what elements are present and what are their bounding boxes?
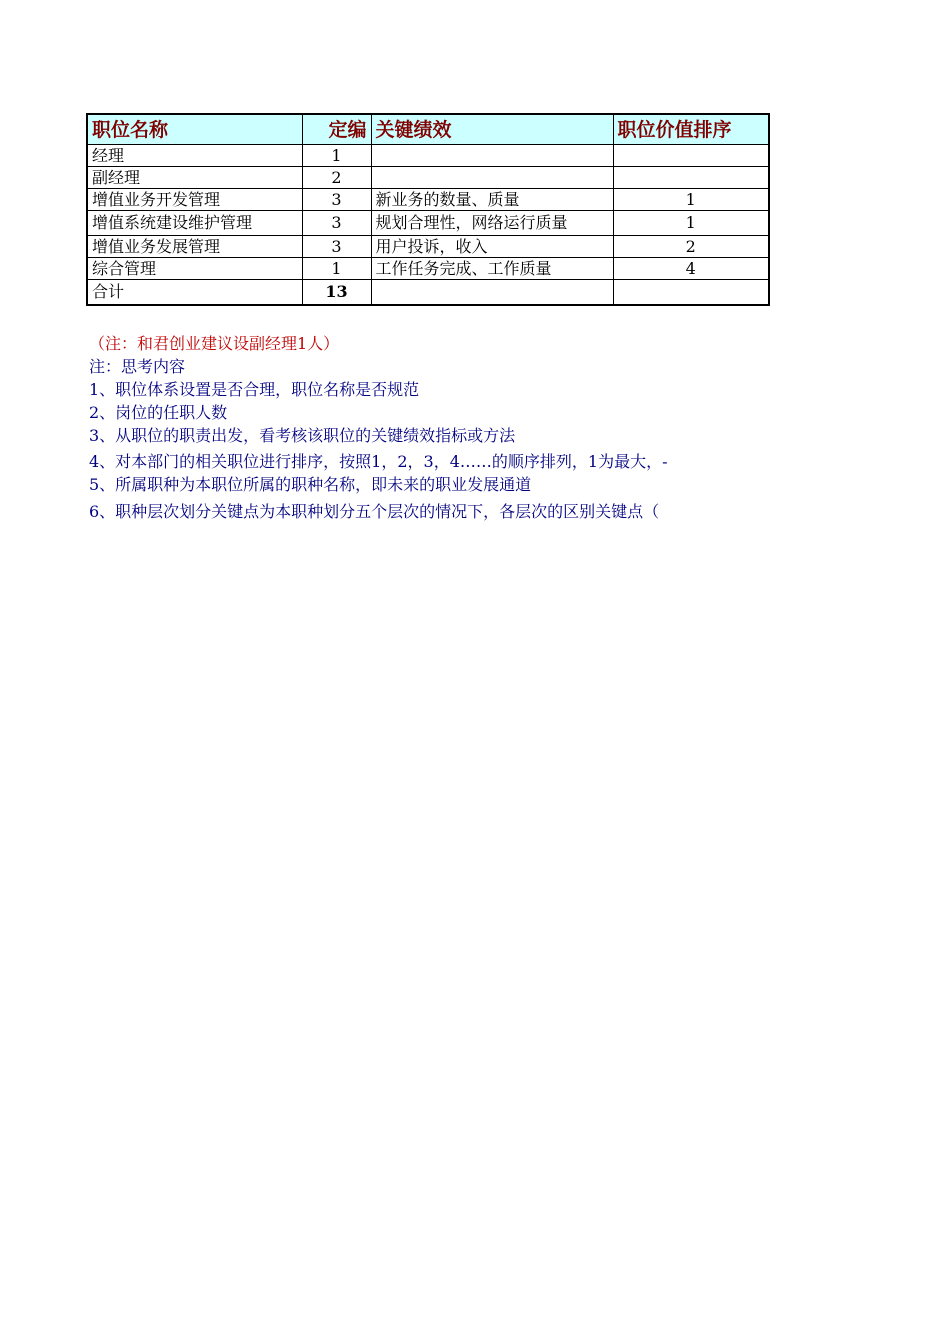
cell-key-performance[interactable]: 用户投诉，收入 <box>371 236 613 258</box>
cell-key-performance[interactable] <box>371 167 613 189</box>
note-item: 4、对本部门的相关职位进行排序，按照1，2，3，4……的顺序排列，1为最大，- <box>89 452 668 471</box>
header-headcount[interactable]: 定编 <box>302 114 371 145</box>
note-item: 2、岗位的任职人数 <box>89 403 228 422</box>
cell-value-rank[interactable]: 4 <box>613 258 769 280</box>
notes-block <box>89 332 789 523</box>
note-item: 5、所属职种为本职位所属的职种名称，即未来的职业发展通道 <box>89 475 532 494</box>
table-row <box>87 211 769 236</box>
cell-value-rank[interactable]: 1 <box>613 211 769 236</box>
cell-headcount[interactable]: 1 <box>302 258 371 280</box>
cell-total-headcount[interactable]: 13 <box>302 280 371 306</box>
cell-position-name[interactable]: 增值业务发展管理 <box>87 236 302 258</box>
cell-headcount[interactable]: 3 <box>302 211 371 236</box>
note-item: 6、职种层次划分关键点为本职种划分五个层次的情况下，各层次的区别关键点（ <box>89 502 660 521</box>
position-table <box>86 113 770 306</box>
note-item: 1、职位体系设置是否合理，职位名称是否规范 <box>89 380 420 399</box>
advisor-note: （注：和君创业建议设副经理1人） <box>89 334 340 353</box>
cell-total-label[interactable]: 合计 <box>87 280 302 306</box>
cell-position-name[interactable]: 增值业务开发管理 <box>87 189 302 211</box>
cell-headcount[interactable]: 2 <box>302 167 371 189</box>
cell-key-performance[interactable]: 新业务的数量、质量 <box>371 189 613 211</box>
cell-position-name[interactable]: 副经理 <box>87 167 302 189</box>
cell-empty[interactable] <box>613 280 769 306</box>
cell-headcount[interactable]: 3 <box>302 189 371 211</box>
cell-value-rank[interactable] <box>613 145 769 167</box>
notes-intro: 注：思考内容 <box>89 357 186 376</box>
header-value-rank[interactable]: 职位价值排序 <box>613 114 769 145</box>
cell-key-performance[interactable]: 规划合理性，网络运行质量 <box>371 211 613 236</box>
table-row <box>87 189 769 211</box>
note-item: 3、从职位的职责出发，看考核该职位的关键绩效指标或方法 <box>89 426 516 445</box>
cell-headcount[interactable]: 1 <box>302 145 371 167</box>
cell-value-rank[interactable]: 1 <box>613 189 769 211</box>
cell-value-rank[interactable] <box>613 167 769 189</box>
cell-position-name[interactable]: 经理 <box>87 145 302 167</box>
cell-headcount[interactable]: 3 <box>302 236 371 258</box>
total-row <box>87 280 769 306</box>
table-row <box>87 258 769 280</box>
table-row <box>87 236 769 258</box>
cell-empty[interactable] <box>371 280 613 306</box>
table-row <box>87 167 769 189</box>
header-key-performance[interactable]: 关键绩效 <box>371 114 613 145</box>
header-position-name[interactable]: 职位名称 <box>87 114 302 145</box>
cell-value-rank[interactable]: 2 <box>613 236 769 258</box>
table-header-row <box>87 114 769 145</box>
cell-position-name[interactable]: 综合管理 <box>87 258 302 280</box>
cell-key-performance[interactable]: 工作任务完成、工作质量 <box>371 258 613 280</box>
cell-key-performance[interactable] <box>371 145 613 167</box>
table-row <box>87 145 769 167</box>
cell-position-name[interactable]: 增值系统建设维护管理 <box>87 211 302 236</box>
